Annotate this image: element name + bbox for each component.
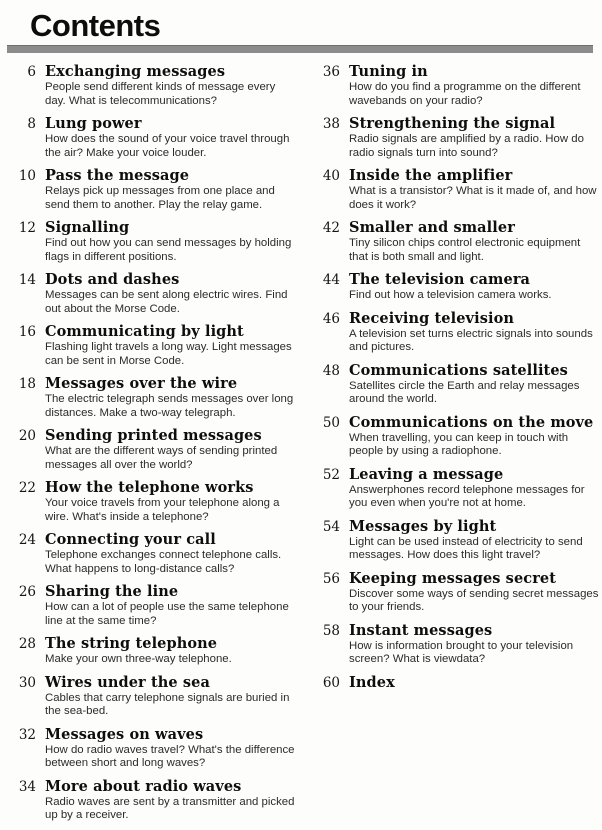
toc-page-number: 48 [322, 362, 340, 379]
page-title: Contents [30, 8, 161, 43]
toc-entry-title: How the telephone works [45, 479, 254, 497]
toc-entry-title: Messages by light [349, 517, 497, 535]
toc-entry-body [36, 427, 298, 472]
toc-entry-body [340, 271, 602, 303]
toc-entry-description: Tiny silicon chips control electronic equipment that is both small and light. [349, 237, 581, 263]
toc-entry [312, 466, 602, 511]
toc-entry-title: Communicating by light [45, 323, 244, 341]
toc-entry-description: Find out how you can send messages by holding flags in different positions. [45, 237, 292, 263]
toc-page-number: 18 [18, 376, 36, 393]
toc-entry-description: What is a transistor? What is it made of, and how does it work? [349, 185, 597, 211]
toc-page-number: 16 [18, 324, 36, 341]
toc-entry-body [340, 570, 602, 615]
toc-entry [312, 310, 602, 355]
toc-entry-title: The television camera [349, 271, 531, 289]
toc-entry-description: Satellites circle the Earth and relay messages around the world. [349, 379, 580, 406]
toc-page-number: 38 [322, 116, 340, 133]
toc-entry-body [36, 63, 298, 108]
toc-entry-description: How can a lot of people use the same telephone line at the same time? [45, 601, 289, 627]
toc-entry [8, 427, 298, 472]
toc-entry-body [36, 531, 298, 576]
toc-entry-title: Dots and dashes [45, 271, 180, 289]
toc-entry [8, 479, 298, 524]
toc-entry-body [36, 219, 298, 264]
toc-entry-title: Lung power [45, 115, 142, 133]
toc-page-number: 42 [322, 220, 340, 237]
toc-entry-body [36, 479, 298, 524]
toc-page-number: 32 [18, 726, 36, 743]
toc-entry [8, 323, 298, 368]
toc-entry-body [340, 167, 602, 212]
toc-entry-title: Sharing the line [45, 583, 179, 601]
toc-entry [8, 635, 298, 667]
toc-entry-title: Smaller and smaller [349, 219, 515, 237]
toc-page-number: 24 [18, 532, 36, 549]
toc-column-right [312, 63, 602, 830]
toc-entry [8, 63, 298, 108]
toc-page-number: 22 [18, 480, 36, 497]
toc-page-number: 10 [18, 168, 36, 185]
toc-page-number: 58 [322, 622, 340, 639]
toc-entry-description: Messages can be sent along electric wires. Find out about the Morse Code. [45, 289, 288, 315]
toc-entry-title: Wires under the sea [45, 673, 210, 691]
toc-page-number: 50 [322, 414, 340, 431]
toc-entry-description: Your voice travels from your telephone along a wire. What's inside a telephone? [45, 497, 280, 523]
toc-entry-description: Answerphones record telephone messages for you even when you're not at home. [349, 483, 585, 510]
toc-page-number: 6 [27, 64, 36, 80]
toc-entry-body [36, 583, 298, 628]
toc-entry-description: When travelling, you can keep in touch with people by using a radiophone. [349, 431, 569, 458]
toc-page-number: 14 [18, 272, 36, 289]
toc-entry [8, 219, 298, 264]
toc-entry [312, 115, 602, 160]
toc-entry-description: Telephone exchanges connect telephone calls. What happens to long-distance calls? [45, 549, 282, 575]
toc-entry-title: Sending printed messages [45, 427, 262, 445]
toc-page-number: 12 [18, 220, 36, 237]
toc-entry-title: Receiving television [349, 309, 514, 327]
toc-entry [312, 570, 602, 615]
toc-columns [0, 53, 600, 830]
toc-entry-body [340, 362, 602, 407]
toc-entry-body [36, 167, 298, 212]
toc-entry-body [36, 323, 298, 368]
toc-entry-description: A television set turns electric signals into sounds and pictures. [349, 327, 593, 354]
toc-entry-title: Signalling [45, 219, 130, 237]
toc-page-number: 20 [18, 428, 36, 445]
toc-entry [312, 219, 602, 264]
toc-entry-description: The electric telegraph sends messages over long distances. Make a two-way telegraph. [45, 393, 294, 419]
toc-entry-body [36, 375, 298, 420]
toc-entry [8, 271, 298, 316]
toc-entry-body [340, 115, 602, 160]
toc-entry-title: Leaving a message [349, 465, 504, 483]
toc-entry-description: How do you find a programme on the different wavebands on your radio? [349, 81, 581, 107]
toc-entry-title: Strengthening the signal [349, 115, 556, 133]
toc-entry [8, 167, 298, 212]
toc-entry [8, 726, 298, 771]
toc-entry-body [36, 674, 298, 719]
title-rule [7, 45, 593, 53]
toc-entry [312, 362, 602, 407]
toc-column-left [8, 63, 298, 830]
toc-page-number: 40 [322, 168, 340, 185]
toc-entry [8, 583, 298, 628]
toc-entry-title: Communications satellites [349, 361, 568, 379]
toc-page-number: 34 [18, 778, 36, 795]
toc-entry-description: Relays pick up messages from one place and send them to another. Play the relay game. [45, 185, 275, 211]
toc-entry-description: Find out how a television camera works. [349, 289, 552, 302]
toc-page-number: 52 [322, 466, 340, 483]
toc-entry [8, 778, 298, 823]
toc-entry-description: People send different kinds of message every day. What is telecommunications? [45, 81, 276, 107]
toc-entry-body [340, 674, 602, 692]
toc-entry-body [36, 271, 298, 316]
toc-entry-description: Discover some ways of sending secret messages to your friends. [349, 587, 599, 614]
toc-entry-body [340, 310, 602, 355]
toc-page-number: 44 [322, 272, 340, 289]
toc-entry [312, 518, 602, 563]
toc-entry-title: Inside the amplifier [349, 167, 513, 185]
toc-entry [312, 622, 602, 667]
toc-entry-description: Cables that carry telephone signals are buried in the sea-bed. [45, 691, 290, 718]
toc-entry-title: More about radio waves [45, 777, 242, 795]
toc-entry-description: Radio signals are amplified by a radio. How do radio signals turn into sound? [349, 133, 584, 159]
toc-entry-title: Index [349, 673, 395, 691]
toc-entry-body [340, 518, 602, 563]
toc-entry [8, 531, 298, 576]
toc-entry [312, 674, 602, 692]
toc-page-number: 26 [18, 584, 36, 601]
toc-page-number: 56 [322, 570, 340, 587]
toc-page-number: 30 [18, 674, 36, 691]
toc-entry-body [340, 622, 602, 667]
toc-entry-description: How does the sound of your voice travel through the air? Make your voice louder. [45, 133, 290, 159]
toc-entry [312, 167, 602, 212]
toc-page-number: 36 [322, 64, 340, 80]
toc-entry-title: Keeping messages secret [349, 569, 557, 587]
toc-entry-title: Exchanging messages [45, 63, 226, 80]
toc-entry-description: Flashing light travels a long way. Light messages can be sent in Morse Code. [45, 341, 292, 367]
toc-entry-title: Connecting your call [45, 531, 216, 549]
toc-entry-title: Pass the message [45, 167, 190, 185]
toc-entry-body [340, 414, 602, 459]
toc-entry-description: How is information brought to your television screen? What is viewdata? [349, 639, 574, 666]
toc-entry-title: Tuning in [349, 63, 428, 80]
toc-page-number: 28 [18, 636, 36, 653]
toc-entry-body [340, 466, 602, 511]
toc-entry-title: Communications on the move [349, 413, 594, 431]
toc-entry-body [340, 63, 602, 108]
toc-entry-body [36, 635, 298, 667]
toc-entry-description: Light can be used instead of electricity to send messages. How does this light travel? [349, 535, 583, 562]
toc-entry-body [36, 778, 298, 823]
toc-entry-body [36, 726, 298, 771]
toc-entry [8, 375, 298, 420]
toc-entry-description: What are the different ways of sending printed messages all over the world? [45, 445, 278, 471]
toc-entry-description: Make your own three-way telephone. [45, 653, 232, 666]
toc-entry-title: Instant messages [349, 621, 493, 639]
toc-entry-title: The string telephone [45, 635, 218, 653]
toc-entry [312, 414, 602, 459]
toc-entry-description: Radio waves are sent by a transmitter and picked up by a receiver. [45, 795, 295, 822]
toc-page-number: 60 [322, 674, 340, 691]
toc-page-number: 8 [27, 116, 36, 133]
toc-entry [312, 271, 602, 303]
page-header [0, 0, 600, 41]
toc-entry-body [36, 115, 298, 160]
toc-entry [8, 674, 298, 719]
toc-entry [312, 63, 602, 108]
toc-page-number: 54 [322, 518, 340, 535]
toc-entry-body [340, 219, 602, 264]
toc-page-number: 46 [322, 310, 340, 327]
toc-entry-title: Messages over the wire [45, 375, 238, 393]
toc-entry-title: Messages on waves [45, 725, 204, 743]
toc-entry [8, 115, 298, 160]
toc-entry-description: How do radio waves travel? What's the difference between short and long waves? [45, 743, 295, 770]
